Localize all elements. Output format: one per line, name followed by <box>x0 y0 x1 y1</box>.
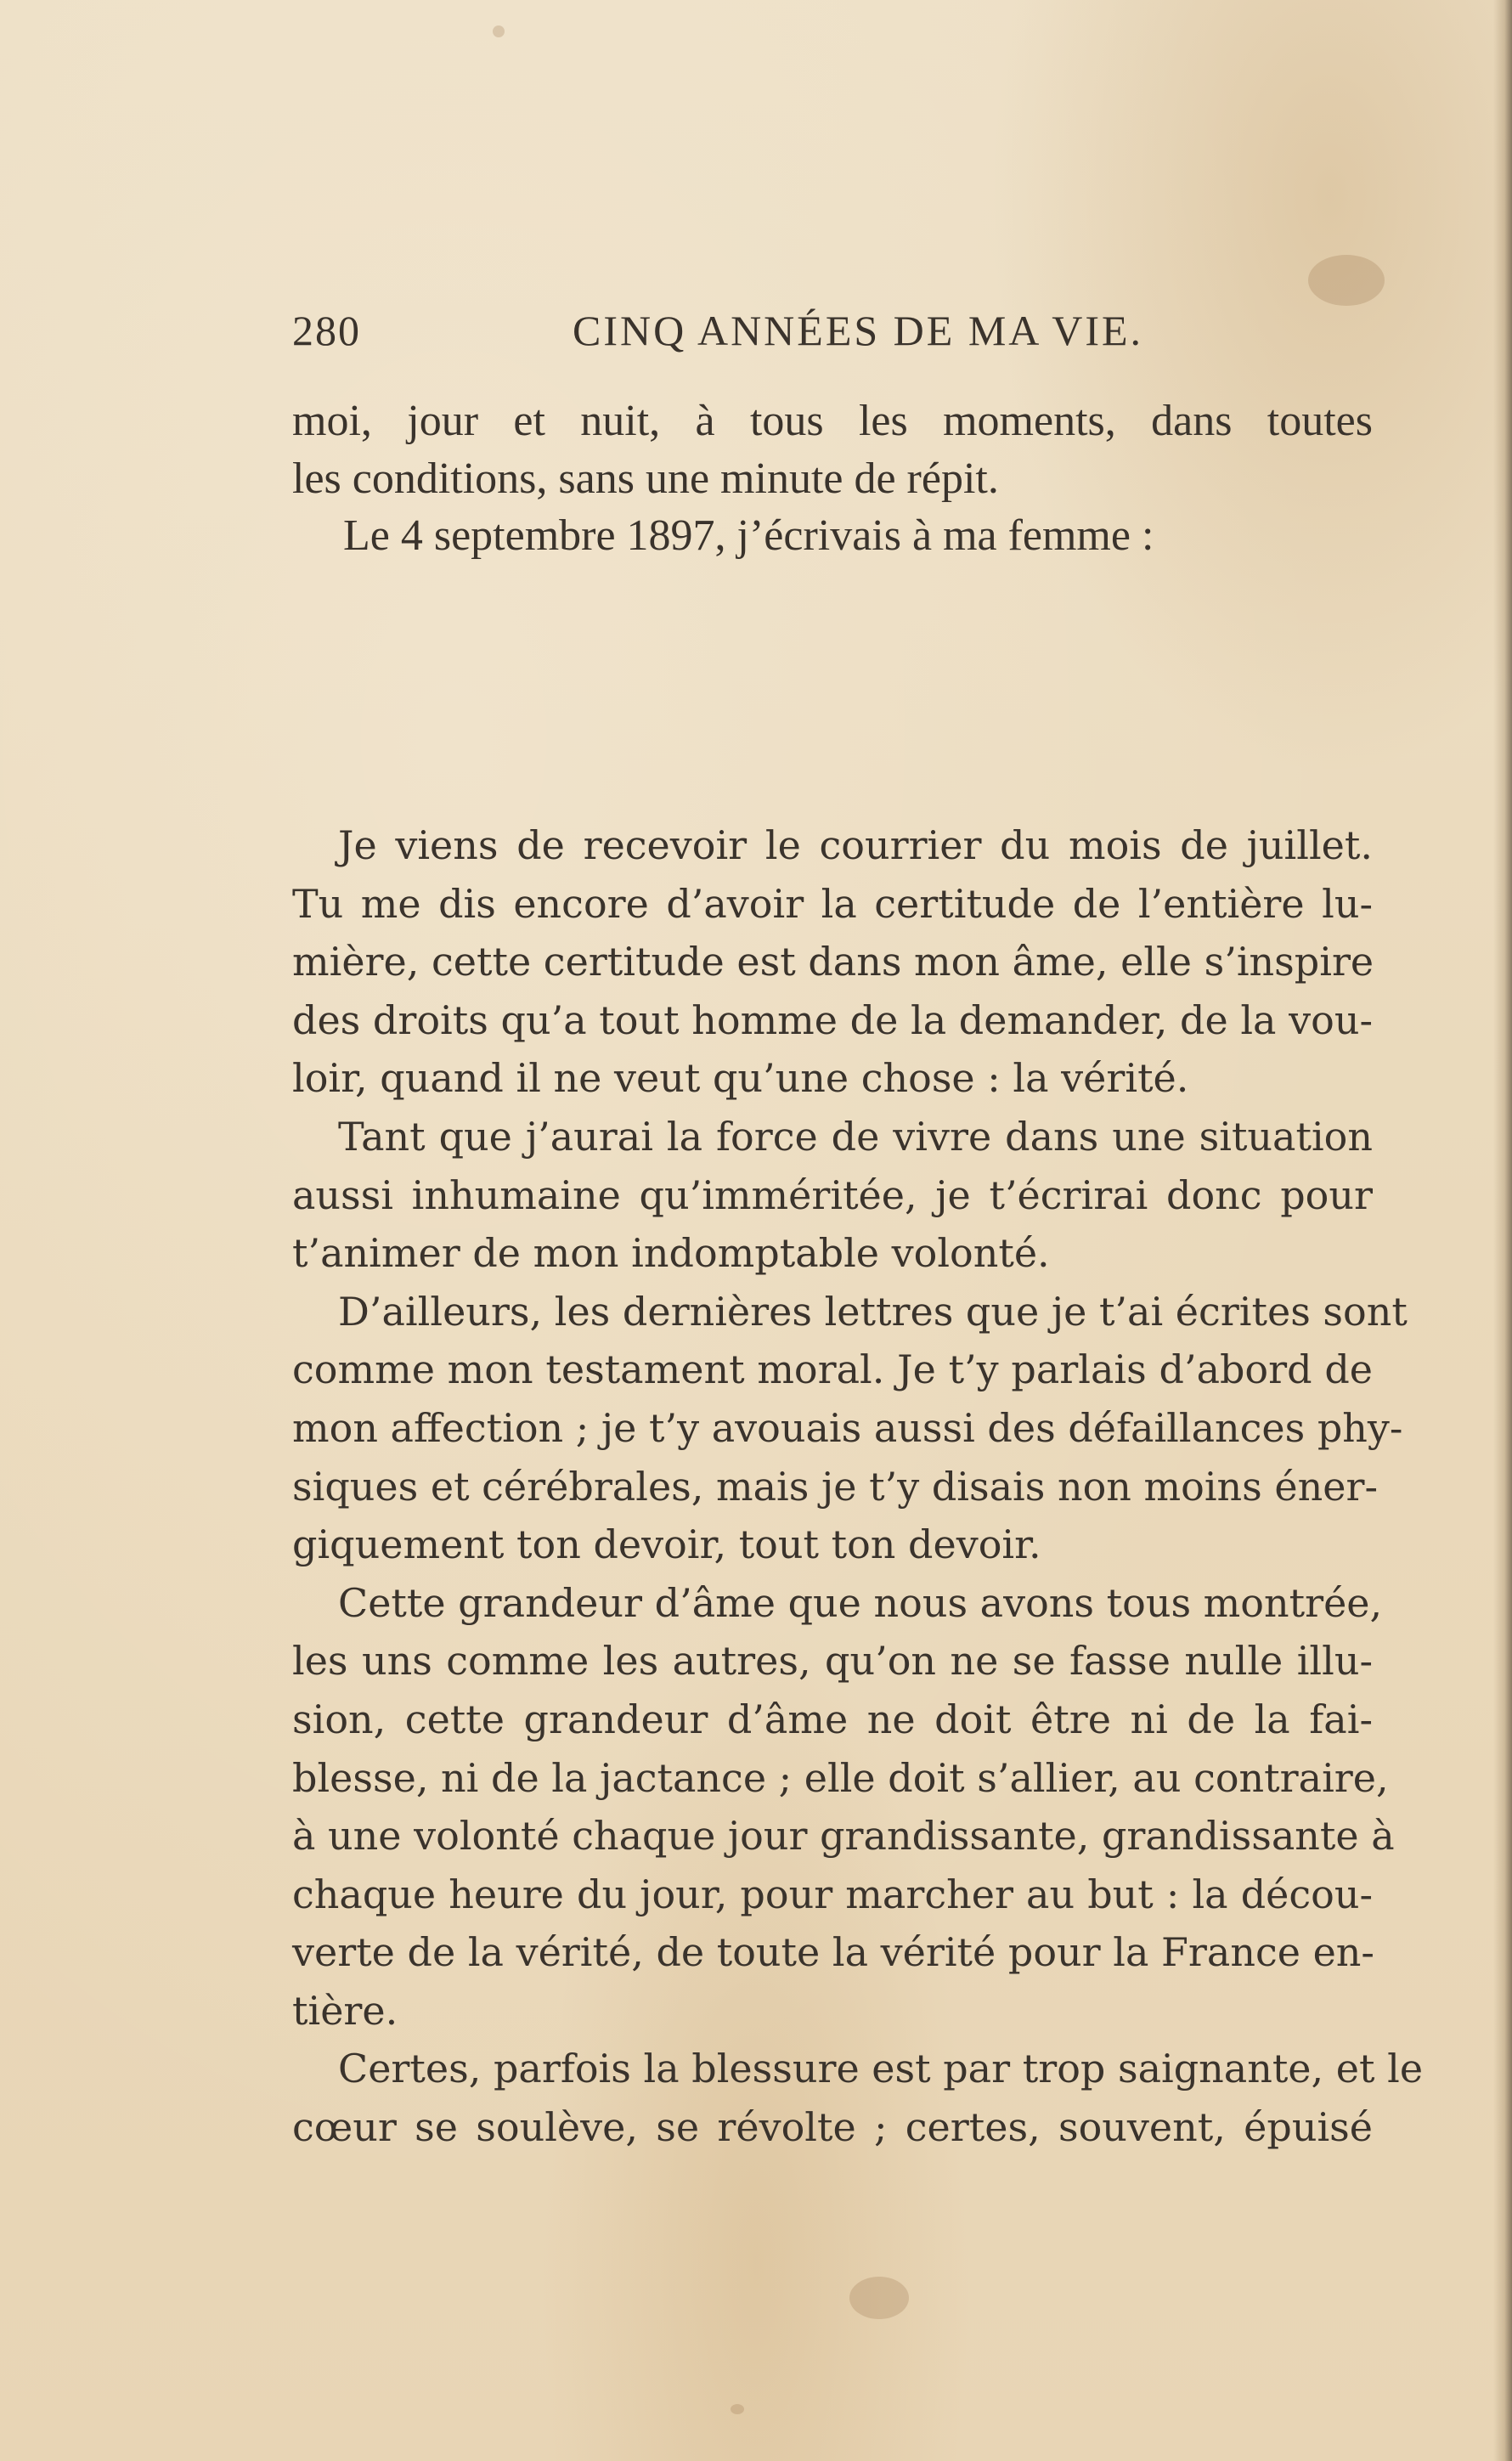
text-line: giquement ton devoir, tout ton devoir. <box>292 1521 1041 1568</box>
text-line: chaque heure du jour, pour marcher au but : la décou- <box>292 1871 1373 1917</box>
text-line: à une volonté chaque jour grandissante, grandissante à <box>292 1813 1395 1860</box>
text-line: D’ailleurs, les dernières lettres que je t’ai écrites sont <box>338 1288 1408 1335</box>
text-line: Le 4 septembre 1897, j’écrivais à ma femme : <box>343 511 1154 560</box>
text-line: siques et cérébrales, mais je t’y disais non moins éner- <box>292 1463 1379 1510</box>
page-edge-shadow <box>1493 0 1512 2461</box>
text-line: Cette grandeur d’âme que nous avons tous montrée, <box>338 1579 1383 1626</box>
text-line: tière. <box>292 1987 398 2034</box>
running-header <box>292 306 1373 365</box>
quoted-letter <box>292 816 1424 2157</box>
paper-stain <box>849 2277 909 2319</box>
intro-text <box>292 392 1373 565</box>
text-line: cœur se soulève, se révolte ; certes, souvent, épuisé <box>292 2104 1373 2151</box>
text-line: t’animer de mon indomptable volonté. <box>292 1230 1050 1277</box>
text-line: Tant que j’aurai la force de vivre dans une situation <box>338 1113 1373 1160</box>
text-line: verte de la vérité, de toute la vérité pour la France en- <box>292 1929 1374 1976</box>
page-number: 280 <box>292 307 361 354</box>
text-line: aussi inhumaine qu’imméritée, je t’écrirai donc pour <box>292 1171 1373 1218</box>
text-line: Certes, parfois la blessure est par trop saignante, et le <box>338 2046 1424 2092</box>
text-line: les conditions, sans une minute de répit. <box>292 454 999 503</box>
text-line: les uns comme les autres, qu’on ne se fasse nulle illu- <box>292 1638 1373 1685</box>
paper-stain <box>493 25 505 37</box>
text-line: loir, quand il ne veut qu’une chose : la vérité. <box>292 1055 1189 1102</box>
text-line: comme mon testament moral. Je t’y parlais d’abord de <box>292 1346 1373 1393</box>
text-line: mière, cette certitude est dans mon âme, elle s’inspire <box>292 939 1374 985</box>
paper-stain <box>1308 255 1385 306</box>
text-line: mon affection ; je t’y avouais aussi des défaillances phy- <box>292 1404 1403 1451</box>
text-line: blesse, ni de la jactance ; elle doit s’allier, au contraire, <box>292 1754 1389 1801</box>
text-line: des droits qu’a tout homme de la demander, de la vou- <box>292 996 1373 1043</box>
running-title: CINQ ANNÉES DE MA VIE. <box>573 307 1144 354</box>
paper-stain <box>731 2404 744 2414</box>
text-line: moi, jour et nuit, à tous les moments, dans toutes <box>292 397 1373 445</box>
text-line: Je viens de recevoir le courrier du mois de juillet. <box>338 822 1373 868</box>
text-line: Tu me dis encore d’avoir la certitude de l’entière lu- <box>292 880 1373 927</box>
text-line: sion, cette grandeur d’âme ne doit être ni de la fai- <box>292 1696 1373 1742</box>
